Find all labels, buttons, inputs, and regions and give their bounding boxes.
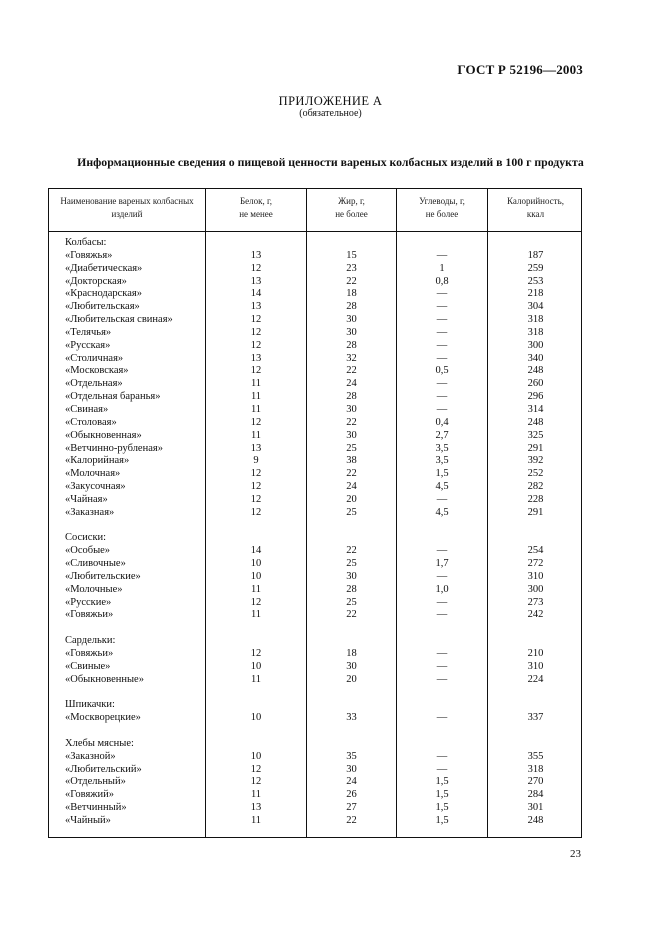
cell-carbs: — <box>436 609 448 621</box>
cell-name: «Говяжий» <box>65 789 115 801</box>
cell-fat: 38 <box>346 455 357 467</box>
cell-carbs: — <box>436 326 448 338</box>
cell-name: «Чайный» <box>65 814 111 826</box>
cell-kcal: 254 <box>527 545 544 557</box>
cell-protein: 13 <box>250 249 262 261</box>
cell-kcal: 300 <box>527 339 544 351</box>
cell-name: «Любительские» <box>65 570 141 582</box>
header-cell-protein <box>206 195 306 220</box>
cell-fat: 32 <box>346 352 357 364</box>
cell-kcal: 224 <box>527 673 544 685</box>
table-row <box>49 558 583 571</box>
cell-protein: 12 <box>250 365 262 377</box>
table-row <box>49 789 583 802</box>
cell-kcal: 291 <box>527 442 544 454</box>
cell-kcal: 291 <box>527 506 544 518</box>
cell-carbs: — <box>436 712 448 724</box>
cell-fat: 20 <box>346 493 357 505</box>
cell-protein: 12 <box>250 506 262 518</box>
table-row <box>49 404 583 417</box>
cell-protein: 13 <box>250 802 262 814</box>
header-divider <box>49 231 581 232</box>
cell-carbs: — <box>436 648 448 659</box>
cell-name: «Закусочная» <box>65 481 126 493</box>
cell-carbs: 3,5 <box>435 442 449 454</box>
table-row <box>49 443 583 456</box>
cell-protein: 11 <box>250 403 262 415</box>
table-row <box>49 288 583 301</box>
cell-carbs: — <box>436 339 448 351</box>
cell-name: «Свиные» <box>65 660 111 672</box>
cell-name: «Русские» <box>65 596 112 608</box>
cell-carbs: — <box>436 403 448 415</box>
cell-name: «Говяжьи» <box>65 609 114 621</box>
cell-kcal: 242 <box>527 609 544 621</box>
cell-name: «Отдельная баранья» <box>65 391 161 403</box>
cell-name: «Диабетическая» <box>65 262 143 274</box>
cell-name: «Любительская свиная» <box>65 314 173 326</box>
cell-carbs: — <box>436 750 448 762</box>
header-line: Жир, г, <box>338 196 365 206</box>
header-cell-fat <box>307 195 396 220</box>
cell-kcal: 304 <box>527 301 544 313</box>
table-row <box>49 314 583 327</box>
cell-kcal: 310 <box>527 570 544 582</box>
cell-kcal: 273 <box>527 596 544 608</box>
cell-carbs: 4,5 <box>435 506 449 518</box>
table-row <box>49 751 583 764</box>
table-row <box>49 455 583 468</box>
table-row <box>49 674 583 687</box>
cell-name: «Обыкновенные» <box>65 673 144 685</box>
table-row <box>49 661 583 674</box>
cell-protein: 12 <box>250 314 262 326</box>
cell-kcal: 218 <box>527 288 544 300</box>
cell-kcal: 284 <box>527 789 544 801</box>
header-cell-carbs <box>397 195 487 220</box>
cell-protein: 11 <box>250 814 262 826</box>
cell-name: «Столичная» <box>65 352 124 364</box>
cell-name: «Москворецкие» <box>65 712 141 724</box>
cell-kcal: 272 <box>527 558 544 570</box>
cell-fat: 30 <box>346 660 357 672</box>
table-row <box>49 468 583 481</box>
table-row <box>49 776 583 789</box>
cell-kcal: 248 <box>527 416 544 428</box>
cell-protein: 12 <box>250 596 262 608</box>
cell-carbs: 1,7 <box>435 558 449 570</box>
cell-fat: 30 <box>346 429 357 441</box>
cell-kcal: 187 <box>527 249 544 261</box>
cell-protein: 11 <box>250 429 262 441</box>
cell-kcal: 210 <box>527 648 544 659</box>
cell-name: «Молочная» <box>65 468 121 480</box>
cell-kcal: 228 <box>527 493 544 505</box>
table-row <box>49 353 583 366</box>
cell-kcal: 270 <box>527 776 544 788</box>
cell-name: «Чайная» <box>65 493 108 505</box>
cell-fat: 22 <box>346 468 357 480</box>
cell-carbs: — <box>436 493 448 505</box>
cell-name: Колбасы: <box>65 237 107 248</box>
cell-fat: 30 <box>346 314 357 326</box>
cell-fat: 22 <box>346 275 357 287</box>
cell-name: «Телячья» <box>65 326 112 338</box>
cell-name: «Ветчинный» <box>65 802 127 814</box>
cell-protein: 12 <box>250 416 262 428</box>
header-line: Белок, г, <box>240 196 272 206</box>
nutrition-table <box>48 188 582 838</box>
cell-fat: 35 <box>346 750 357 762</box>
table-row <box>49 764 583 777</box>
table-row <box>49 417 583 430</box>
table-row <box>49 391 583 404</box>
table-row <box>49 597 583 610</box>
cell-carbs: 1,5 <box>435 814 449 826</box>
cell-fat: 30 <box>346 570 357 582</box>
cell-carbs: 0,4 <box>435 416 449 428</box>
table-row <box>49 687 583 700</box>
cell-fat: 22 <box>346 609 357 621</box>
cell-protein: 12 <box>250 493 262 505</box>
header-line: изделий <box>111 208 143 219</box>
cell-name: «Отдельная» <box>65 378 123 390</box>
cell-carbs: 1,5 <box>435 776 449 788</box>
cell-fat: 26 <box>346 789 357 801</box>
cell-kcal: 337 <box>527 712 544 724</box>
cell-fat: 30 <box>346 403 357 415</box>
cell-fat: 28 <box>346 301 357 313</box>
cell-carbs: 1,5 <box>435 789 449 801</box>
cell-fat: 24 <box>346 378 357 390</box>
table-row <box>49 648 583 661</box>
table-row <box>49 622 583 635</box>
table-row <box>49 545 583 558</box>
header-line: не более <box>425 208 459 219</box>
cell-name: «Свиная» <box>65 403 109 415</box>
cell-carbs: 1,0 <box>435 583 449 595</box>
cell-protein: 14 <box>250 288 262 300</box>
table-row <box>49 430 583 443</box>
cell-name: «Столовая» <box>65 416 117 428</box>
cell-kcal: 318 <box>527 763 544 775</box>
table-row <box>49 507 583 520</box>
cell-carbs: 4,5 <box>435 481 449 493</box>
page-number: 23 <box>570 848 581 860</box>
cell-name: «Отдельный» <box>65 776 126 788</box>
cell-name: «Говяжья» <box>65 249 113 261</box>
cell-protein: 12 <box>250 776 262 788</box>
cell-carbs: — <box>436 314 448 326</box>
cell-name: «Сливочные» <box>65 558 126 570</box>
cell-fat: 18 <box>346 288 357 300</box>
cell-fat: 25 <box>346 596 357 608</box>
cell-protein: 12 <box>250 339 262 351</box>
header-line: Углеводы, г, <box>419 196 465 206</box>
cell-protein: 14 <box>250 545 262 557</box>
table-row <box>49 250 583 263</box>
header-line: не более <box>335 208 368 219</box>
cell-carbs: 3,5 <box>435 455 449 467</box>
table-row <box>49 532 583 545</box>
cell-fat: 23 <box>346 262 357 274</box>
table-row <box>49 699 583 712</box>
cell-carbs: 1 <box>439 262 445 274</box>
table-row <box>49 584 583 597</box>
cell-carbs: — <box>436 391 448 403</box>
table-row <box>49 263 583 276</box>
cell-protein: 12 <box>250 326 262 338</box>
cell-carbs: — <box>436 596 448 608</box>
cell-name: Хлебы мясные: <box>65 737 134 749</box>
cell-name: «Обыкновенная» <box>65 429 142 441</box>
cell-fat: 30 <box>346 763 357 775</box>
cell-fat: 25 <box>346 506 357 518</box>
cell-protein: 12 <box>250 763 262 775</box>
cell-fat: 25 <box>346 558 357 570</box>
cell-kcal: 253 <box>527 275 544 287</box>
cell-name: «Докторская» <box>65 275 127 287</box>
header-cell-kcal <box>488 195 583 220</box>
cell-protein: 13 <box>250 275 262 287</box>
cell-name: «Заказная» <box>65 506 115 518</box>
cell-protein: 10 <box>250 570 262 582</box>
cell-kcal: 248 <box>527 365 544 377</box>
cell-carbs: — <box>436 301 448 313</box>
cell-kcal: 318 <box>527 314 544 326</box>
table-row <box>49 712 583 725</box>
cell-fat: 15 <box>346 249 357 261</box>
cell-name: «Любительская» <box>65 301 140 313</box>
table-row <box>49 815 583 828</box>
cell-carbs: — <box>436 570 448 582</box>
cell-name: «Особые» <box>65 545 111 557</box>
cell-kcal: 355 <box>527 750 544 762</box>
cell-fat: 24 <box>346 776 357 788</box>
cell-fat: 27 <box>346 802 357 814</box>
cell-fat: 28 <box>346 391 357 403</box>
cell-kcal: 301 <box>527 802 544 814</box>
cell-name: «Говяжьи» <box>65 648 114 659</box>
cell-protein: 12 <box>250 468 262 480</box>
cell-kcal: 259 <box>527 262 544 274</box>
cell-name: «Любительский» <box>65 763 142 775</box>
cell-name: Сардельки: <box>65 635 116 647</box>
cell-protein: 10 <box>250 558 262 570</box>
table-row <box>49 725 583 738</box>
table-row <box>49 481 583 494</box>
document-code: ГОСТ Р 52196—2003 <box>457 62 583 77</box>
header-line: Калорийность, <box>507 196 564 206</box>
cell-carbs: 2,7 <box>435 429 449 441</box>
cell-carbs: — <box>436 352 448 364</box>
cell-fat: 22 <box>346 545 357 557</box>
cell-carbs: 1,5 <box>435 802 449 814</box>
table-row <box>49 571 583 584</box>
cell-fat: 30 <box>346 326 357 338</box>
cell-carbs: — <box>436 378 448 390</box>
cell-name: «Краснодарская» <box>65 288 142 300</box>
cell-protein: 11 <box>250 378 262 390</box>
table-row <box>49 378 583 391</box>
cell-protein: 11 <box>250 583 262 595</box>
cell-protein: 11 <box>250 673 262 685</box>
cell-carbs: — <box>436 660 448 672</box>
cell-carbs: — <box>436 249 448 261</box>
annex-subtitle: (обязательное) <box>299 108 362 119</box>
table-row <box>49 237 583 250</box>
cell-kcal: 340 <box>527 352 544 364</box>
cell-protein: 11 <box>250 391 262 403</box>
cell-kcal: 252 <box>527 468 544 480</box>
table-row <box>49 520 583 533</box>
cell-fat: 28 <box>346 339 357 351</box>
cell-protein: 10 <box>250 750 262 762</box>
cell-protein: 11 <box>250 789 262 801</box>
cell-carbs: — <box>436 545 448 557</box>
cell-name: «Калорийная» <box>65 455 130 467</box>
cell-fat: 18 <box>346 648 357 659</box>
cell-fat: 33 <box>346 712 357 724</box>
cell-protein: 13 <box>250 301 262 313</box>
cell-kcal: 314 <box>527 403 544 415</box>
cell-protein: 12 <box>250 262 262 274</box>
cell-name: Сосиски: <box>65 532 107 544</box>
table-row <box>49 494 583 507</box>
header-cell-name <box>49 195 205 220</box>
cell-carbs: — <box>436 673 448 685</box>
table-row <box>49 301 583 314</box>
table-body <box>49 237 583 828</box>
table-row <box>49 635 583 648</box>
cell-name: «Московская» <box>65 365 129 377</box>
cell-carbs: 0,8 <box>435 275 449 287</box>
table-row <box>49 738 583 751</box>
cell-kcal: 300 <box>527 583 544 595</box>
cell-fat: 20 <box>346 673 357 685</box>
cell-fat: 24 <box>346 481 357 493</box>
annex-title: ПРИЛОЖЕНИЕ А <box>278 94 383 108</box>
cell-kcal: 310 <box>527 660 544 672</box>
cell-protein: 12 <box>250 481 262 493</box>
table-title: Информационные сведения о пищевой ценности вареных колбасных изделий в 100 г продукта <box>77 155 584 169</box>
cell-kcal: 248 <box>527 814 544 826</box>
cell-carbs: 1,5 <box>435 468 449 480</box>
cell-carbs: — <box>436 288 448 300</box>
cell-fat: 22 <box>346 416 357 428</box>
cell-name: «Молочные» <box>65 583 123 595</box>
cell-name: «Русская» <box>65 339 111 351</box>
cell-fat: 22 <box>346 365 357 377</box>
header-line: не менее <box>239 208 273 219</box>
table-row <box>49 340 583 353</box>
cell-protein: 10 <box>250 712 262 724</box>
cell-protein: 12 <box>250 648 262 659</box>
cell-kcal: 318 <box>527 326 544 338</box>
cell-kcal: 296 <box>527 391 544 403</box>
cell-protein: 13 <box>250 442 262 454</box>
cell-fat: 22 <box>346 814 357 826</box>
table-row <box>49 365 583 378</box>
cell-fat: 28 <box>346 583 357 595</box>
cell-carbs: 0,5 <box>435 365 449 377</box>
cell-kcal: 392 <box>527 455 544 467</box>
table-row <box>49 276 583 289</box>
cell-protein: 9 <box>253 455 259 467</box>
header-line: ккал <box>526 208 545 219</box>
cell-kcal: 325 <box>527 429 544 441</box>
cell-kcal: 282 <box>527 481 544 493</box>
table-row <box>49 327 583 340</box>
cell-name: Шпикачки: <box>65 699 115 711</box>
cell-fat: 25 <box>346 442 357 454</box>
header-line: Наименование вареных колбасных <box>60 196 194 206</box>
cell-name: «Ветчинно-рубленая» <box>65 442 163 454</box>
cell-kcal: 260 <box>527 378 544 390</box>
cell-name: «Заказной» <box>65 750 116 762</box>
table-row <box>49 609 583 622</box>
cell-protein: 13 <box>250 352 262 364</box>
cell-protein: 10 <box>250 660 262 672</box>
table-row <box>49 802 583 815</box>
cell-protein: 11 <box>250 609 262 621</box>
cell-carbs: — <box>436 763 448 775</box>
